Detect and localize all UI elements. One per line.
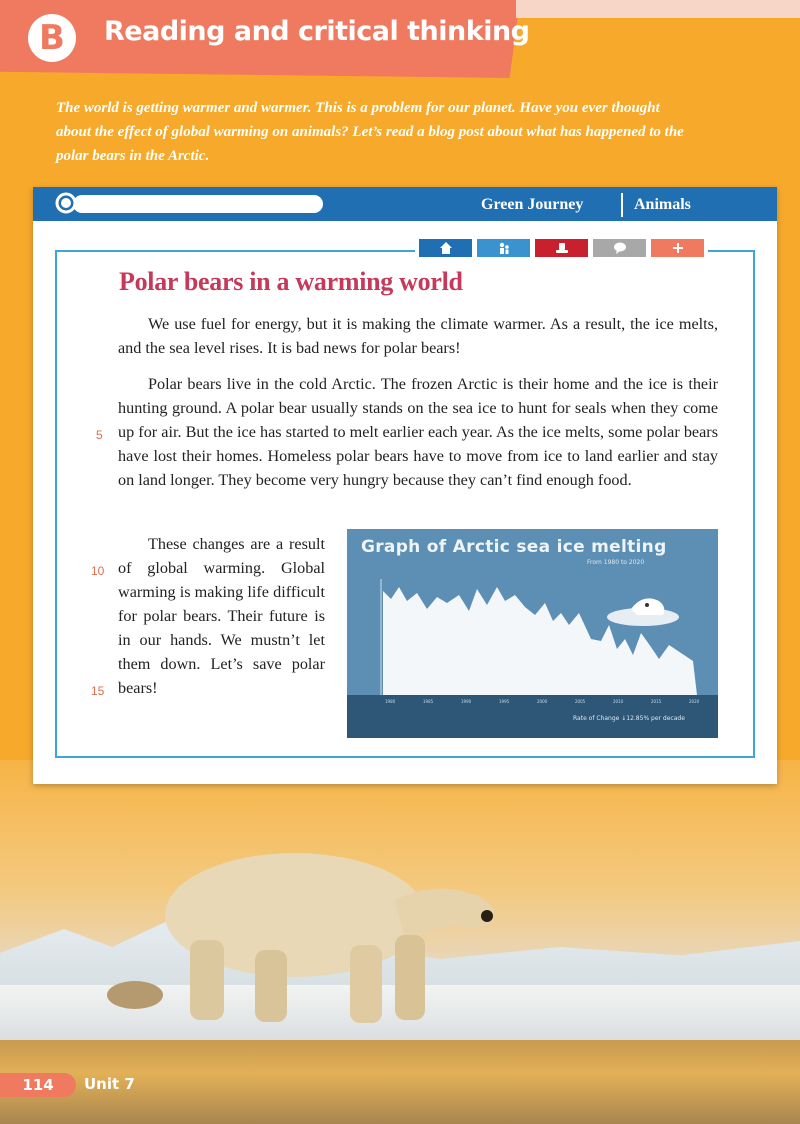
polar-bear-photo: [95, 830, 525, 1030]
people-icon: [497, 241, 511, 255]
chat-icon: [613, 241, 627, 255]
post-title: Polar bears in a warming world: [119, 267, 463, 296]
nav-animals[interactable]: Animals: [634, 196, 691, 213]
home-icon: [439, 241, 453, 255]
line-number-5: 5: [96, 428, 103, 442]
header-accent: [516, 0, 800, 18]
chat-button[interactable]: [593, 239, 646, 257]
page-number: 114: [0, 1073, 76, 1097]
hat-icon: [555, 241, 569, 255]
paragraph-2: Polar bears live in the cold Arctic. The frozen Arctic is their home and the ice is their hunting ground. A polar bear usually stands on the sea ice to hunt for seals when they come up for air. But the ice has started to melt earlier each year. As the ice melts, some polar bears have lost their homes. Homeless polar bears have to move from ice to land earlier and stay on land longer. They become very hungry because they can’t find enough food.: [118, 375, 718, 489]
search-icon[interactable]: [55, 192, 79, 216]
hat-button[interactable]: [535, 239, 588, 257]
graph-rate-of-change: Rate of Change ↓12.85% per decade: [573, 715, 685, 722]
section-badge: B: [28, 14, 76, 62]
graph-tick-2000: 2000: [537, 699, 548, 704]
graph-tick-2010: 2010: [613, 699, 624, 704]
line-number-10: 10: [91, 564, 105, 578]
graph-tick-2015: 2015: [651, 699, 662, 704]
plus-icon: [671, 241, 685, 255]
blog-top-bar: [33, 187, 777, 221]
graph-title: Graph of Arctic sea ice melting: [361, 537, 667, 557]
nav-green-journey[interactable]: Green Journey: [481, 196, 584, 213]
graph-tick-1990: 1990: [461, 699, 472, 704]
line-number-15: 15: [91, 684, 105, 698]
home-button[interactable]: [419, 239, 472, 257]
graph-tick-2005: 2005: [575, 699, 586, 704]
sea-ice-graph: [347, 529, 718, 738]
people-button[interactable]: [477, 239, 530, 257]
post-toolbar: [415, 239, 708, 259]
intro-text: The world is getting warmer and warmer. This is a problem for our planet. Have you ever thought about the effect of global warming on animals? Let’s read a blog post about what has happened to the polar bears in the Arctic.: [56, 100, 684, 164]
unit-label: Unit 7: [84, 1075, 135, 1093]
search-input[interactable]: [73, 195, 323, 213]
graph-tick-2020: 2020: [689, 699, 700, 704]
blog-window: [33, 187, 777, 784]
graph-subtitle: From 1980 to 2020: [587, 559, 645, 566]
paragraph-1: We use fuel for energy, but it is making the climate warmer. As a result, the ice melts, and the sea level rises. It is bad news for polar bears!: [118, 315, 718, 357]
nav-divider: [621, 193, 623, 217]
graph-tick-1995: 1995: [499, 699, 510, 704]
paragraph-3: These changes are a result of global warming. Global warming is making life difficult for polar bears. Their future is in our hands. We mustn’t let them down. Let’s save polar bears!: [118, 535, 325, 697]
graph-tick-1980: 1980: [385, 699, 396, 704]
plus-button[interactable]: [651, 239, 704, 257]
section-title: Reading and critical thinking: [104, 16, 530, 47]
graph-tick-1985: 1985: [423, 699, 434, 704]
